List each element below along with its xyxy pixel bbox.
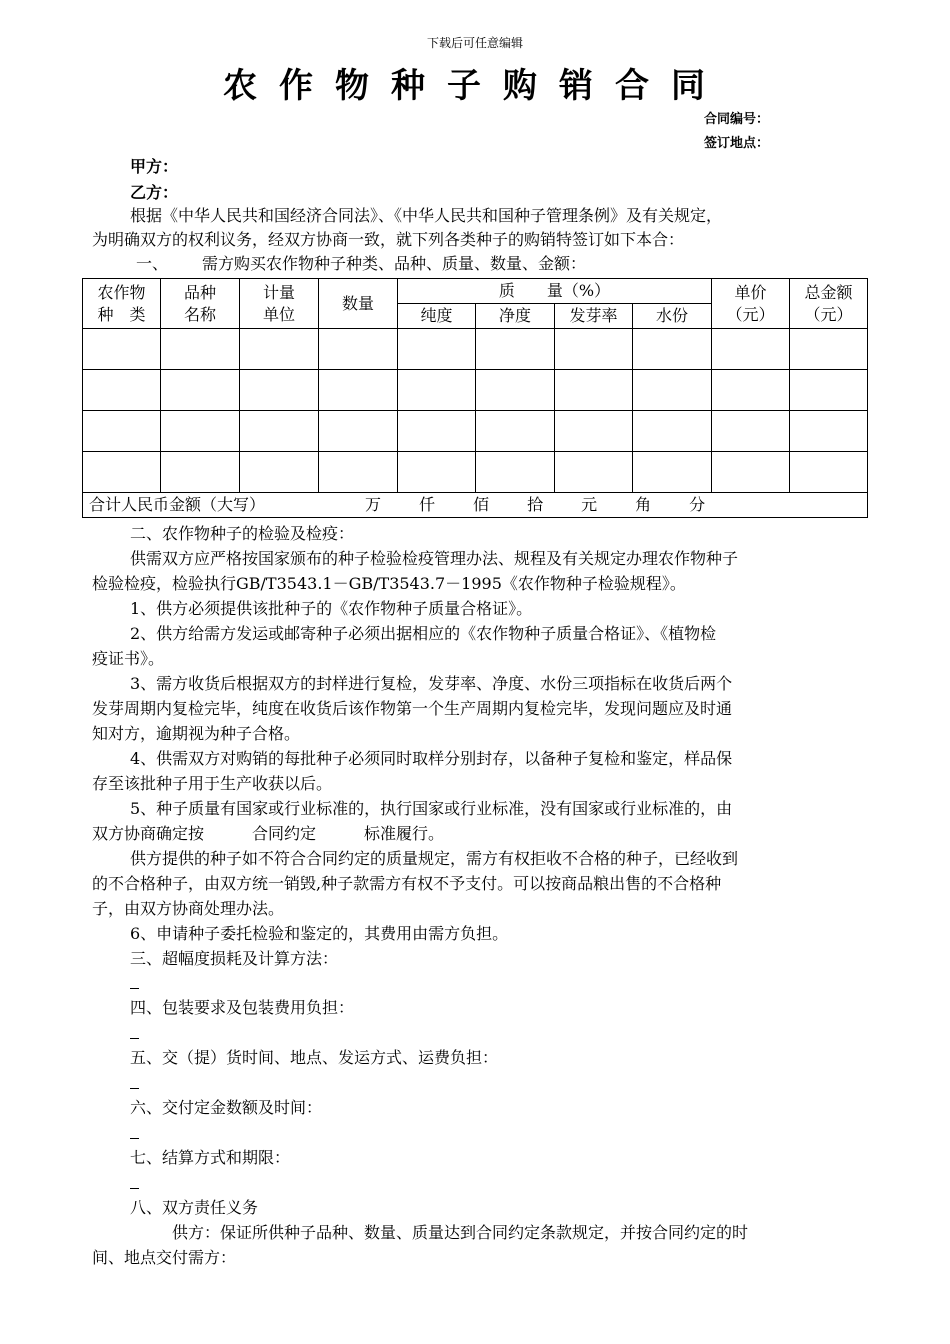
fill-blank	[130, 1088, 139, 1089]
table-row	[83, 452, 868, 493]
header-variety: 品种 名称	[161, 279, 240, 329]
paragraph-line: 供方提供的种子如不符合合同约定的质量规定，需方有权拒收不合格的种子，已经收到	[130, 849, 739, 868]
fill-blank	[130, 988, 139, 989]
paragraph-line: 的不合格种子，由双方统一销毁,种子款需方有权不予支付。可以按商品粮出售的不合格种	[92, 874, 722, 893]
table-row	[83, 411, 868, 452]
section1-heading	[136, 252, 586, 276]
paragraph-line: 存至该批种子用于生产收获以后。	[92, 774, 333, 793]
table-row	[83, 329, 868, 370]
header-purity: 纯度	[398, 304, 476, 329]
header-clarity: 净度	[476, 304, 555, 329]
paragraph-line: 子，由双方协商处理办法。	[92, 899, 285, 918]
section5-heading: 五、交（提）货时间、地点、发运方式、运费负担：	[130, 1048, 499, 1067]
paragraph-line: 供方：保证所供种子品种、数量、质量达到合同约定条款规定，并按合同约定的时	[172, 1223, 749, 1242]
paragraph-line: 供需双方应严格按国家颁布的种子检验检疫管理办法、规程及有关规定办理农作物种子	[130, 549, 739, 568]
paragraph-line: 检验检疫，检验执行GB/T3543.1－GB/T3543.7－1995《农作物种子检验规程》。	[92, 574, 686, 593]
contract-title: 农作物种子购销合同	[223, 66, 727, 106]
section1-number: 一、	[136, 254, 169, 273]
header-unit: 计量 单位	[240, 279, 319, 329]
section7-heading: 七、结算方式和期限：	[130, 1148, 291, 1167]
fill-blank	[130, 1138, 139, 1139]
paragraph-line: 1、供方必须提供该批种子的《农作物种子质量合格证》。	[130, 599, 533, 618]
paragraph-line: 发芽周期内复检完毕，纯度在收货后该作物第一个生产周期内复检完毕，发现问题应及时通	[92, 699, 733, 718]
paragraph-line: 知对方，逾期视为种子合格。	[92, 724, 301, 743]
sign-place-label: 签订地点：	[704, 136, 770, 151]
total-amount-row	[83, 493, 868, 518]
header-quantity: 数量	[319, 279, 398, 329]
paragraph-line: 双方协商确定按 合同约定 标准履行。	[92, 824, 445, 843]
fill-blank	[130, 1038, 139, 1039]
paragraph-line: 6、申请种子委托检验和鉴定的，其费用由需方负担。	[130, 924, 509, 943]
seed-table	[82, 278, 868, 518]
section8-heading: 八、双方责任义务	[130, 1198, 259, 1217]
header-note: 下载后可任意编辑	[426, 36, 523, 50]
section6-heading: 六、交付定金数额及时间：	[130, 1098, 323, 1117]
section4-heading: 四、包装要求及包装费用负担：	[130, 998, 355, 1017]
paragraph-line: 4、供需双方对购销的每批种子必须同时取样分别封存，以备种子复检和鉴定，样品保	[130, 749, 733, 768]
header-germination: 发芽率	[555, 304, 633, 329]
section2-heading: 二、农作物种子的检验及检疫：	[130, 524, 355, 543]
header-moisture: 水份	[633, 304, 712, 329]
intro-line: 根据《中华人民共和国经济合同法》、《中华人民共和国种子管理条例》及有关规定，	[130, 206, 723, 225]
header-unit-price: 单价 （元）	[712, 279, 790, 329]
paragraph-line: 疫证书》。	[92, 649, 165, 668]
paragraph-line: 2、供方给需方发运或邮寄种子必须出据相应的《农作物种子质量合格证》、《植物检	[130, 624, 717, 643]
paragraph-line: 5、种子质量有国家或行业标准的，执行国家或行业标准，没有国家或行业标准的，由	[130, 799, 733, 818]
fill-blank	[130, 1188, 139, 1189]
party-b-label: 乙方：	[130, 183, 179, 202]
section1-text: 需方购买农作物种子种类、品种、质量、数量、金额：	[202, 254, 587, 273]
intro-line: 为明确双方的权利议务，经双方协商一致，就下列各类种子的购销特签订如下本合：	[92, 230, 685, 249]
header-quality: 质 量（%）	[398, 279, 712, 304]
contract-number-label: 合同编号：	[704, 112, 770, 127]
paragraph-line: 3、需方收货后根据双方的封样进行复检，发芽率、净度、水份三项指标在收货后两个	[130, 674, 733, 693]
party-a-label: 甲方：	[130, 157, 179, 176]
section3-heading: 三、超幅度损耗及计算方法：	[130, 949, 339, 968]
paragraph-line: 间、地点交付需方：	[92, 1248, 237, 1267]
table-row	[83, 370, 868, 411]
total-label: 合计人民币金额（大写）	[89, 495, 266, 514]
header-crop-type: 农作物 种 类	[83, 279, 161, 329]
header-total-amount: 总金额 （元）	[790, 279, 868, 329]
total-units: 万 仟 佰 拾 元 角 分	[365, 495, 706, 514]
